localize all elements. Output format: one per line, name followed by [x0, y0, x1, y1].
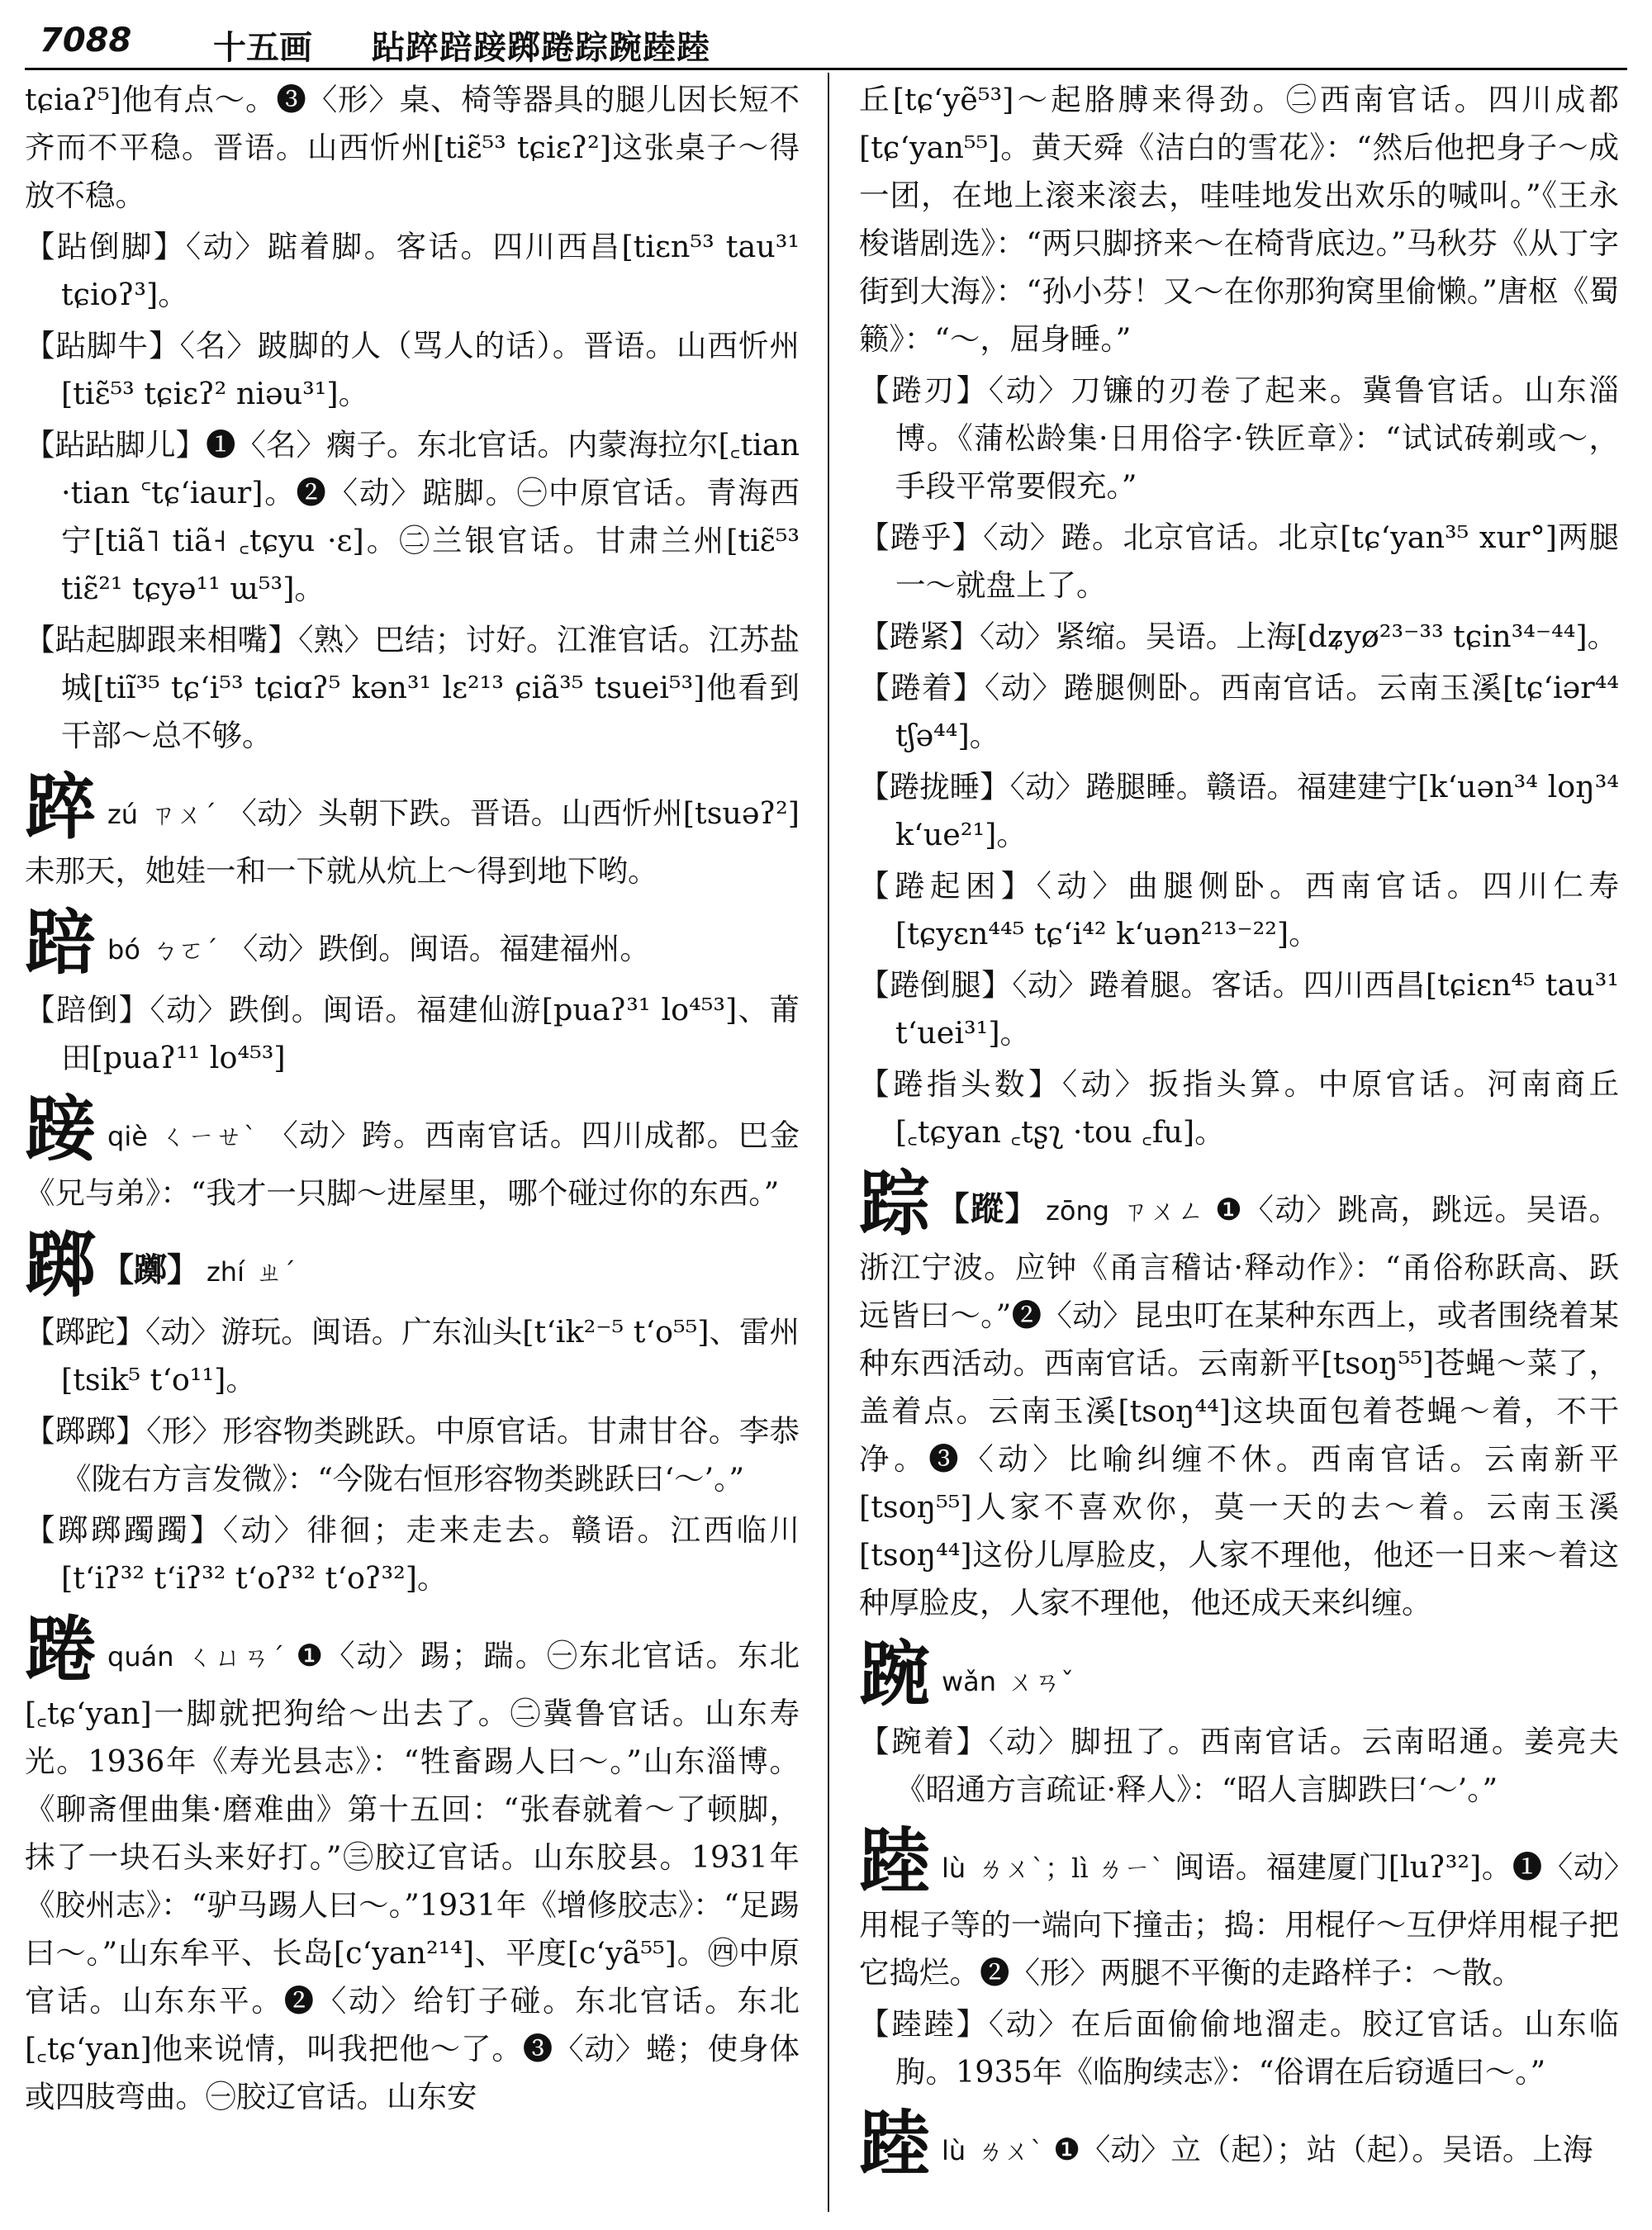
entry-text: 【踡乎】〈动〉踡。北京官话。北京[tɕʻyan³⁵ xur°]两腿一～就盘上了。: [859, 520, 1619, 603]
dictionary-entry: [25, 1090, 800, 1217]
dictionary-entry: [859, 1635, 1619, 1715]
pinyin: wǎn: [942, 1666, 997, 1697]
entry-text: 【踡着】〈动〉踡腿侧卧。西南官话。云南玉溪[tɕʻiər⁴⁴ tʃə⁴⁴]。: [859, 670, 1619, 753]
headword-character: 踤: [25, 766, 96, 849]
pinyin: zhí: [206, 1256, 244, 1288]
traditional-form: 【躑】: [101, 1250, 200, 1289]
zhuyin: ㄑㄧㄝˋ: [159, 1121, 259, 1152]
subentry: [25, 616, 800, 760]
dictionary-entry: [25, 1608, 800, 2121]
headword-character: 踯: [25, 1223, 96, 1307]
zhuyin: ㄗㄨㄥ: [1121, 1195, 1206, 1226]
entry-text: 【跕跕脚儿】❶〈名〉瘸子。东北官话。内蒙海拉尔[꜀tian ·tian ꜂tɕʻiaur]。❷〈动〉踮脚。㊀中原官话。青海西宁[tiã˥ tiã˧ ꜀tɕyu ·ɛ]。㊁兰银官话。甘肃兰州[tiɛ̃⁵³ tiɛ̃²¹ tɕyə¹¹ ɯ⁵³]。: [25, 427, 800, 606]
continued-text: [25, 76, 800, 220]
entry-definition: ❶〈动〉立（起）；站（起）。吴语。上海: [1053, 2132, 1593, 2167]
entry-text: 【踡刃】〈动〉刀镰的刃卷了起来。冀鲁官话。山东淄博。《蒲松龄集·日用俗字·铁匠章》：“试试砖剃或～，手段平常要假充。”: [859, 372, 1619, 504]
entry-definition: 〈动〉头朝下跌。晋语。山西忻州[tsuəʔ²]未那天，她娃一和一下就从炕上～得到地下哟。: [25, 795, 800, 889]
entry-text: 【踛踛】〈动〉在后面偷偷地溜走。胶辽官话。山东临朐。1935年《临朐续志》：“俗谓在后窃遁曰～。”: [859, 2006, 1619, 2090]
pinyin: bó: [107, 934, 140, 966]
left-column: [25, 76, 800, 2124]
entry-definition: ❶〈动〉踢；踹。㊀东北官话。东北[꜀tɕʻyan]一脚就把狗给～出去了。㊁冀鲁官话。山东寿光。1936年《寿光县志》：“牲畜踢人曰～。”山东淄博。《聊斋俚曲集·磨难曲》第十五回：“张春就着～了顿脚，抹了一块石头来好打。”㊂胶辽官话。山东胶县。1931年《胶州志》：“驴马踢人曰～。”1931年《增修胶志》：“足踢曰～。”山东牟平、长岛[cʻyan²¹⁴]、平度[cʻyã⁵⁵]。㊃中原官话。山东东平。❷〈动〉给钉子碰。东北官话。东北[꜀tɕʻyan]他来说情，叫我把他～了。❸〈动〉蜷；使身体或四肢弯曲。㊀胶辽官话。山东安: [25, 1638, 800, 2114]
entry-definition: 闽语。福建厦门[luʔ³²]。❶〈动〉用棍子等的一端向下撞击；捣：用棍仔～互伊烊用棍子把它捣烂。❷〈形〉两腿不平衡的走路样子：～散。: [859, 1849, 1619, 1990]
entry-text: 【踯踯】〈形〉形容物类跳跃。中原官话。甘肃甘谷。李恭《陇右方言发微》：“今陇右恒形容物类跳跃曰‘～’。”: [25, 1413, 800, 1497]
dictionary-entry: [25, 901, 800, 985]
subentry: [859, 961, 1619, 1057]
continued-text: [859, 76, 1619, 363]
subentry: [859, 664, 1619, 760]
subentry: [859, 514, 1619, 610]
page-number: 7088: [40, 21, 132, 59]
zhuyin: ㄅㄛˊ: [151, 934, 218, 966]
entry-text: 【踡起困】〈动〉曲腿侧卧。西南官话。四川仁寿[tɕyɛn⁴⁴⁵ tɕʻi⁴² kʻuən²¹³⁻²²]。: [859, 868, 1619, 951]
entry-definition: 〈动〉跨。西南官话。四川成都。巴金《兄与弟》：“我才一只脚～进屋里，哪个碰过你的东西。”: [25, 1117, 800, 1211]
dictionary-entry: [859, 2104, 1619, 2184]
subentry: [859, 367, 1619, 510]
entry-text: 【踠着】〈动〉脚扭了。西南官话。云南昭通。姜亮夫《昭通方言疏证·释人》：“昭人言脚跌曰‘～’。”: [859, 1724, 1619, 1807]
pinyin: quán: [107, 1641, 174, 1672]
header-rule: [25, 68, 1627, 70]
entry-text: 【踣倒】〈动〉跌倒。闽语。福建仙游[puaʔ³¹ lo⁴⁵³]、莆田[puaʔ¹¹ lo⁴⁵³]: [25, 992, 800, 1075]
zhuyin: ㄑㄩㄢˊ: [185, 1641, 287, 1672]
subentry: [859, 1718, 1619, 1814]
headword-character: 踛: [859, 1820, 930, 1903]
entry-text: 【踡倒腿】〈动〉踡着腿。客话。四川西昌[tɕiɛn⁴⁵ tau³¹ tʻuei³¹]。: [859, 967, 1619, 1051]
subentry: [25, 223, 800, 319]
subentry: [25, 421, 800, 613]
pinyin: zú: [107, 799, 139, 830]
entry-definition: 〈动〉跌倒。闽语。福建福州。: [227, 931, 650, 966]
pinyin: zōng: [1046, 1195, 1110, 1226]
right-column: [859, 76, 1619, 2187]
pinyin: lù: [942, 1853, 966, 1884]
zhuyin: ㄌㄨˋ: [977, 2135, 1044, 2166]
entry-text: 【跕倒脚】〈动〉踮着脚。客话。四川西昌[tiɛn⁵³ tau³¹ tɕioʔ³]。: [25, 229, 800, 312]
pinyin: lù: [942, 2135, 966, 2166]
running-headwords: 跕踤踣踥踯踡踪踠踛踛: [372, 28, 710, 67]
zhuyin: ㄗㄨˊ: [150, 799, 217, 830]
pinyin: qiè: [107, 1121, 148, 1152]
headword-character: 踛: [859, 2102, 930, 2185]
subentry: [859, 862, 1619, 958]
section-label: 十五画: [213, 28, 312, 67]
entry-text: tɕiaʔ⁵]他有点～。❸〈形〉桌、椅等器具的腿儿因长短不齐而不平稳。晋语。山西忻州[tiɛ̃⁵³ tɕiɛʔ²]这张桌子～得放不稳。: [25, 82, 800, 213]
traditional-form: 【蹤】: [935, 1189, 1040, 1228]
subentry: [859, 2000, 1619, 2096]
zhuyin: ㄨㄢˇ: [1008, 1666, 1075, 1697]
subentry: [25, 1308, 800, 1404]
subentry: [25, 986, 800, 1082]
entry-text: 【跕起脚跟来相嘴】〈熟〉巴结；讨好。江淮官话。江苏盐城[tiĩ³⁵ tɕʻi⁵³ tɕiɑʔ⁵ kən³¹ lɛ²¹³ ɕiã³⁵ tsuei⁵³]他看到干部～总不够。: [25, 622, 800, 753]
headword-character: 踪: [859, 1162, 930, 1245]
entry-text: 丘[tɕʻyẽ⁵³]～起胳膊来得劲。㊁西南官话。四川成都[tɕʻyan⁵⁵]。黄天舜《洁白的雪花》：“然后他把身子～成一团，在地上滚来滚去，哇哇地发出欢乐的喊叫。”《王永梭谐剧选》：“两只脚挤来～在椅背底边。”马秋芬《从丁字街到大海》：“孙小芬！又～在你那狗窝里偷懒。”唐枢《蜀籁》：“～，屈身睡。”: [859, 82, 1619, 357]
dictionary-entry: [859, 1162, 1619, 1627]
dictionary-entry: [859, 1822, 1619, 1997]
entry-text: 【踯跎】〈动〉游玩。闽语。广东汕头[tʻik²⁻⁵ tʻo⁵⁵]、雷州[tsik⁵ tʻo¹¹]。: [25, 1314, 800, 1397]
entry-text: 【踡指头数】〈动〉扳指头算。中原官话。河南商丘[꜀tɕyan ꜀tʂʅ ·tou ꜀fu]。: [859, 1066, 1619, 1150]
headword-character: 踠: [859, 1633, 930, 1716]
subentry: [25, 1506, 800, 1602]
headword-character: 踣: [25, 901, 96, 985]
dictionary-entry: [25, 1223, 800, 1307]
subentry: [859, 613, 1619, 661]
entry-definition: ❶〈动〉跳高，跳远。吴语。浙江宁波。应钟《甬言稽诂·释动作》：“甬俗称跃高、跃远皆曰～。”❷〈动〉昆虫叮在某种东西上，或者围绕着某种东西活动。西南官话。云南新平[tsoŋ⁵⁵]苍蝇～菜了，盖着点。云南玉溪[tsoŋ⁴⁴]这块面包着苍蝇～着，不干净。❸〈动〉比喻纠缠不休。西南官话。云南新平[tsoŋ⁵⁵]人家不喜欢你，莫一天的去～着。云南玉溪[tsoŋ⁴⁴]这份儿厚脸皮，人家不理他，他还一日来～着这种厚脸皮，人家不理他，他还成天来纠缠。: [859, 1192, 1619, 1620]
entry-text: 【踡紧】〈动〉紧缩。吴语。上海[dʑyø²³⁻³³ tɕin³⁴⁻⁴⁴]。: [859, 619, 1618, 654]
zhuyin: ㄌㄨˋ；lì ㄌㄧˋ: [977, 1853, 1165, 1884]
zhuyin: ㄓˊ: [255, 1256, 296, 1288]
subentry: [25, 1407, 800, 1503]
entry-text: 【踯踯躅躅】〈动〉徘徊；走来走去。赣语。江西临川[tʻiʔ³² tʻiʔ³² tʻoʔ³² tʻoʔ³²]。: [25, 1512, 800, 1596]
dictionary-entry: [25, 768, 800, 895]
column-divider: [828, 73, 829, 2212]
headword-character: 踥: [25, 1088, 96, 1171]
headword-character: 踡: [25, 1608, 96, 1691]
subentry: [859, 763, 1619, 859]
subentry: [859, 1060, 1619, 1156]
entry-text: 【跕脚牛】〈名〉跛脚的人（骂人的话）。晋语。山西忻州[tiɛ̃⁵³ tɕiɛʔ² niəu³¹]。: [25, 328, 800, 411]
subentry: [25, 322, 800, 418]
page-header: [25, 17, 1627, 66]
entry-text: 【踡拢睡】〈动〉踡腿睡。赣语。福建建宁[kʻuən³⁴ loŋ³⁴ kʻue²¹]。: [859, 769, 1619, 852]
